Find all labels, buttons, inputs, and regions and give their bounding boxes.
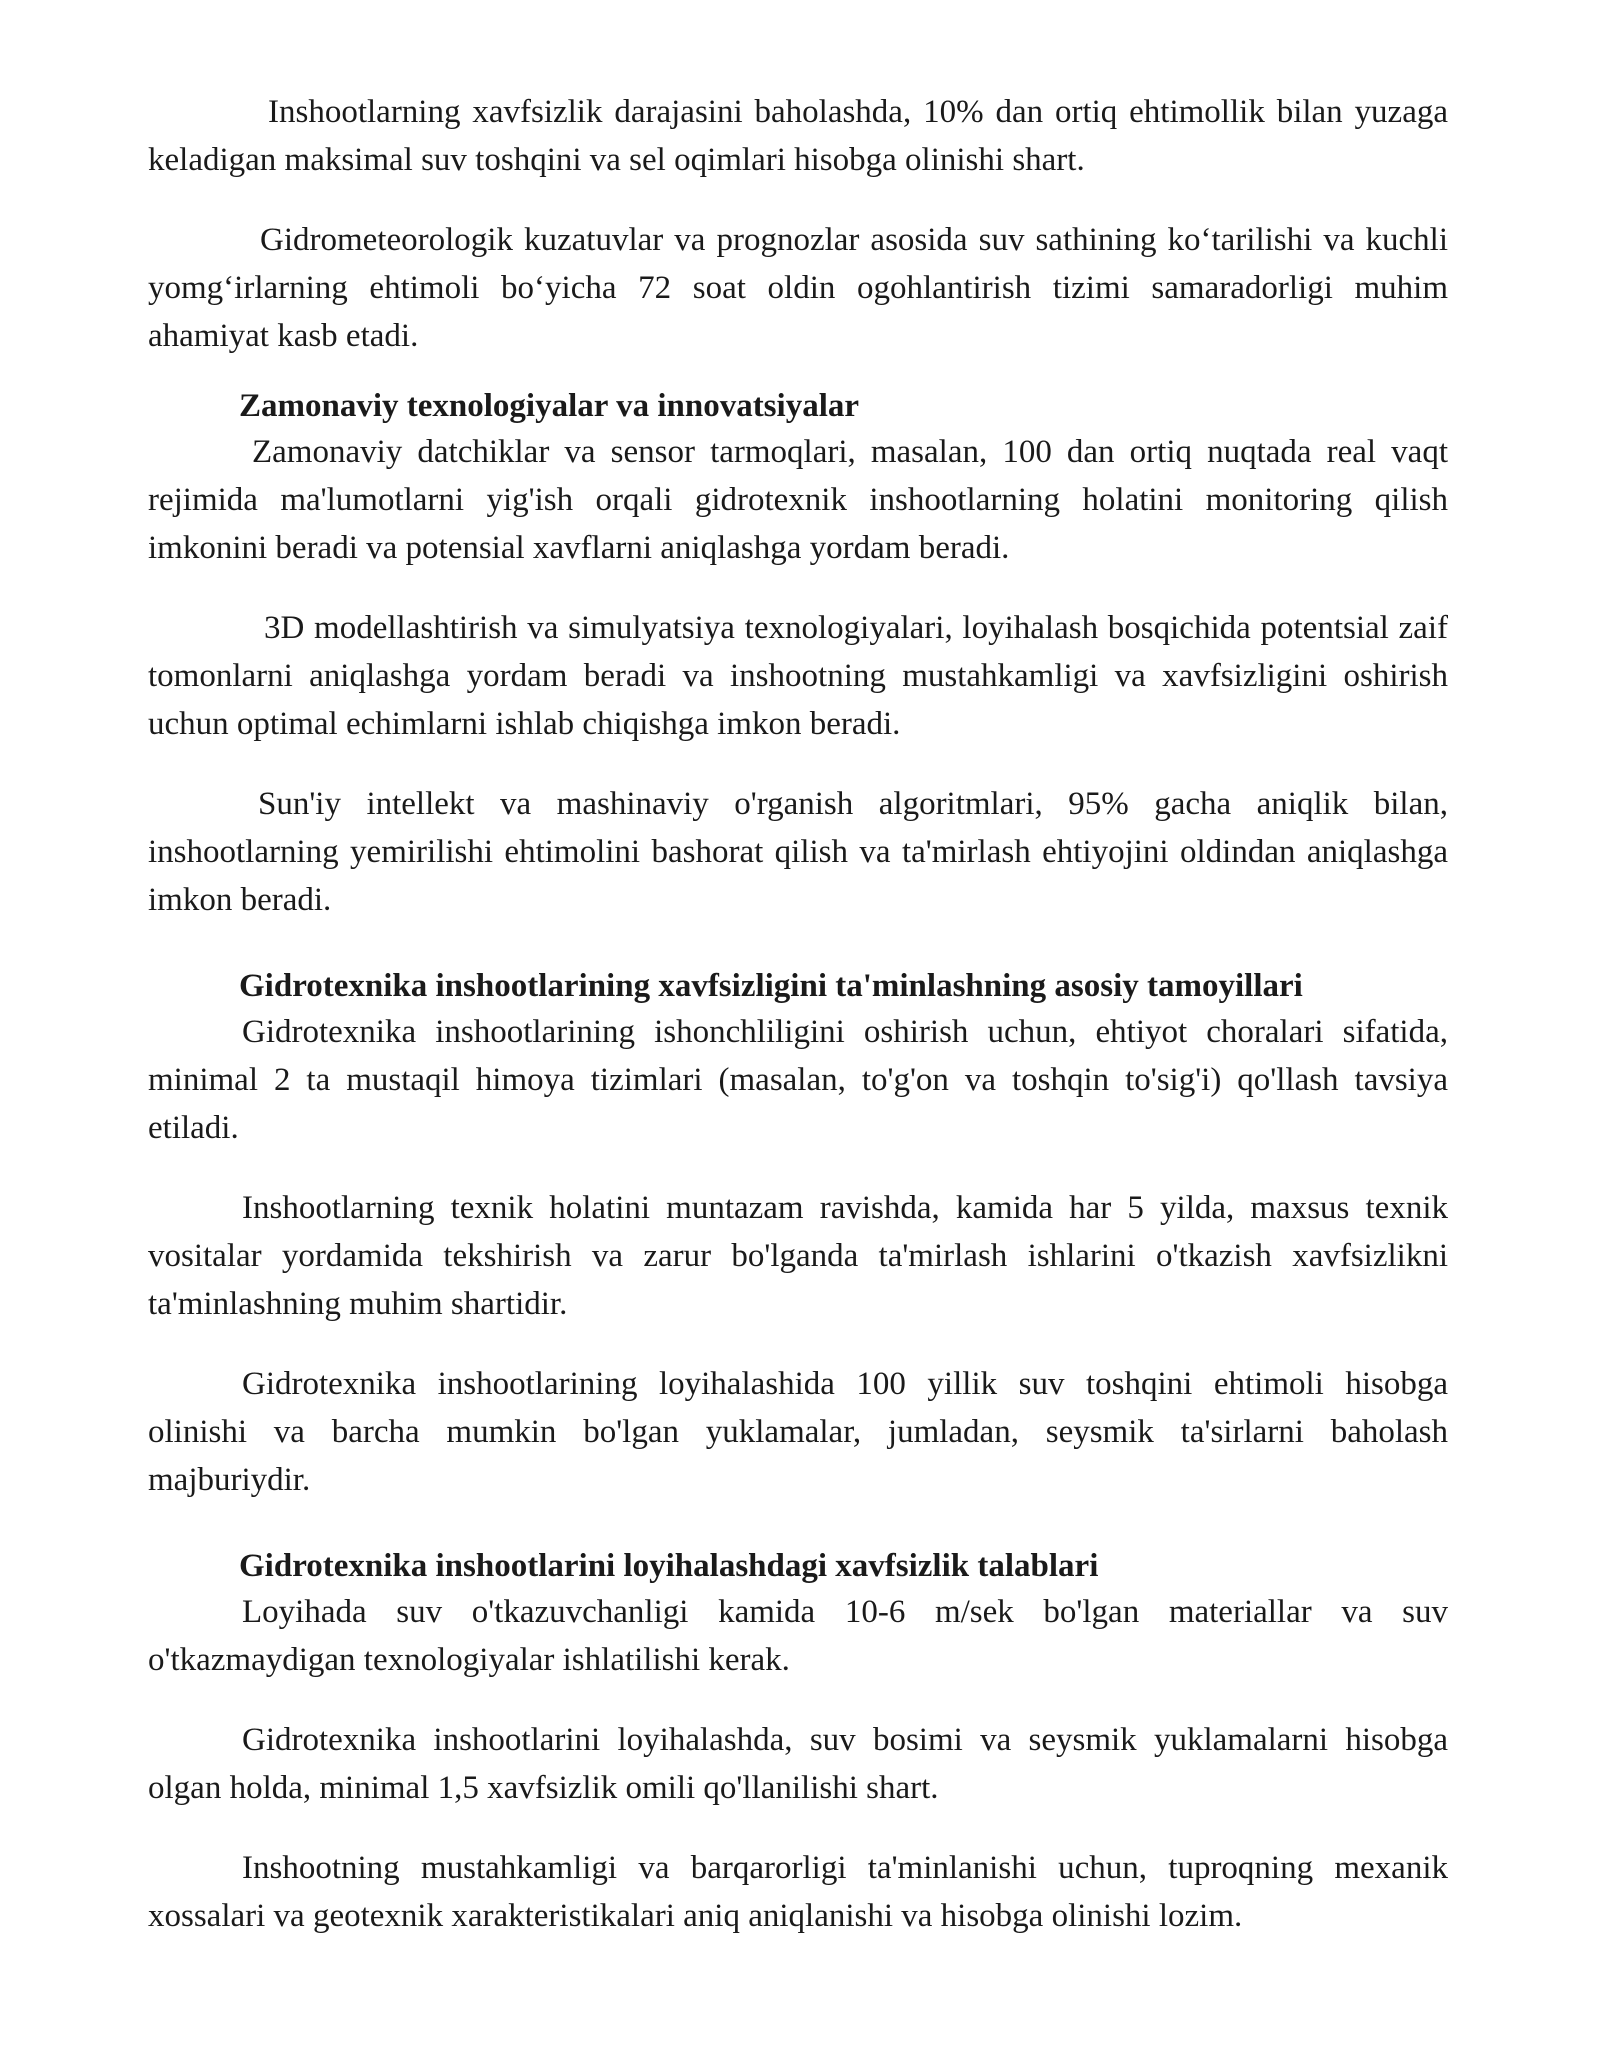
section-heading-technologies: Zamonaviy texnologiyalar va innovatsiyalar: [239, 388, 860, 424]
section-heading-principles: Gidrotexnika inshootlarining xavfsizligini ta'minlashning asosiy tamoyillari: [239, 968, 1303, 1004]
paragraph-3d-modeling: 3D modellashtirish va simulyatsiya texnologiyalari, loyihalash bosqichida potentsial zaif tomonlarni aniqlashga yordam beradi va inshootning mustahkamligi va xavfsizligini oshirish uchun optimal echimlarni ishlab chiqishga imkon beradi.: [148, 610, 1448, 742]
paragraph-flood-assessment: Inshootlarning xavfsizlik darajasini baholashda, 10% dan ortiq ehtimollik bilan yuzaga keladigan maksimal suv toshqini va sel oqimlari hisobga olinishi shart.: [148, 94, 1448, 178]
paragraph-soil-properties: Inshootning mustahkamligi va barqarorligi ta'minlanishi uchun, tuproqning mexanik xossalari va geotexnik xarakteristikalari aniq aniqlanishi va hisobga olinishi lozim.: [148, 1850, 1448, 1934]
paragraph-ai: Sun'iy intellekt va mashinaviy o'rganish algoritmlari, 95% gacha aniqlik bilan, inshootlarning yemirilishi ehtimolini bashorat qilish va ta'mirlash ehtiyojini oldindan aniqlashga imkon beradi.: [148, 786, 1448, 918]
document-page: [148, 88, 1448, 1940]
paragraph-100-year-flood: Gidrotexnika inshootlarining loyihalashida 100 yillik suv toshqini ehtimoli hisobga olinishi va barcha mumkin bo'lgan yuklamalar, jumladan, seysmik ta'sirlarni baholash majburiydir.: [148, 1366, 1448, 1498]
paragraph-safety-factor: Gidrotexnika inshootlarini loyihalashda, suv bosimi va seysmik yuklamalarni hisobga olgan holda, minimal 1,5 xavfsizlik omili qo'llanilishi shart.: [148, 1722, 1448, 1806]
paragraph-warning-system: Gidrometeorologik kuzatuvlar va prognozlar asosida suv sathining ko‘tarilishi va kuchli yomg‘irlarning ehtimoli bo‘yicha 72 soat oldin ogohlantirish tizimi samaradorligi muhim ahamiyat kasb etadi.: [148, 222, 1448, 354]
paragraph-protection-systems: Gidrotexnika inshootlarining ishonchliligini oshirish uchun, ehtiyot choralari sifatida, minimal 2 ta mustaqil himoya tizimlari (masalan, to'g'on va toshqin to'sig'i) qo'llash tavsiya etiladi.: [148, 1014, 1448, 1146]
paragraph-inspection: Inshootlarning texnik holatini muntazam ravishda, kamida har 5 yilda, maxsus texnik vositalar yordamida tekshirish va zarur bo'lganda ta'mirlash ishlarini o'tkazish xavfsizlikni ta'minlashning muhim shartidir.: [148, 1190, 1448, 1322]
paragraph-permeability: Loyihada suv o'tkazuvchanligi kamida 10-6 m/sek bo'lgan materiallar va suv o'tkazmaydigan texnologiyalar ishlatilishi kerak.: [148, 1594, 1448, 1678]
paragraph-sensors: Zamonaviy datchiklar va sensor tarmoqlari, masalan, 100 dan ortiq nuqtada real vaqt rejimida ma'lumotlarni yig'ish orqali gidrotexnik inshootlarning holatini monitoring qilish imkonini beradi va potensial xavflarni aniqlashga yordam beradi.: [148, 434, 1448, 566]
section-heading-design-requirements: Gidrotexnika inshootlarini loyihalashdagi xavfsizlik talablari: [239, 1548, 1099, 1584]
